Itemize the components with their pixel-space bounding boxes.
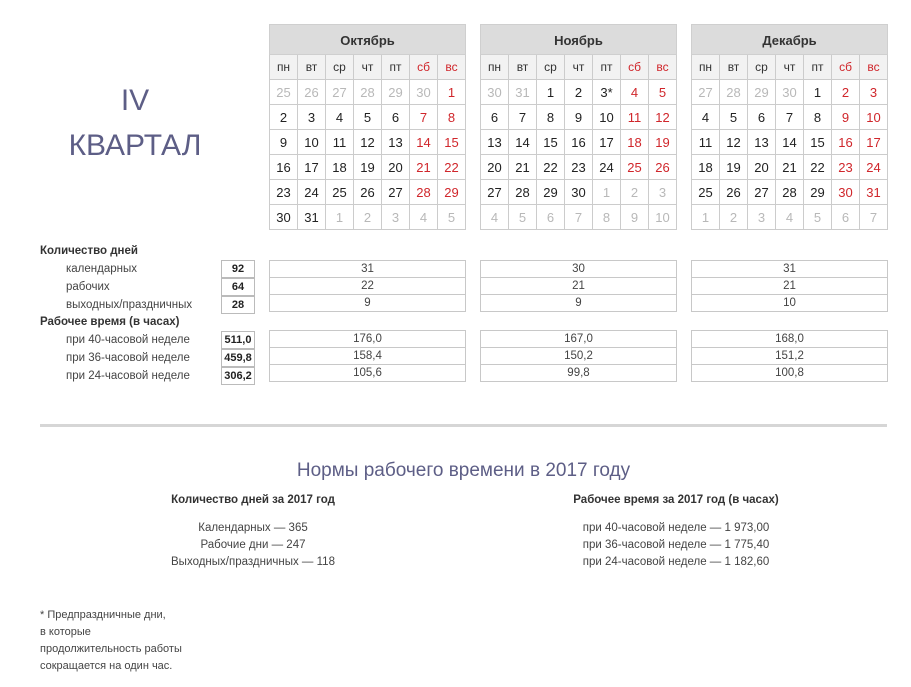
footnote-line: продолжительность работы [40,643,182,655]
day-cell: 30 [832,180,860,205]
stat-h24: 100,8 [691,365,888,382]
month-title: Ноябрь [480,24,677,55]
day-cell: 3 [860,80,888,105]
hours-heading: Рабочее время (в часах) [40,316,180,328]
day-cell: 3 [382,205,410,230]
day-cell: 5 [438,205,466,230]
month-calendar [269,24,466,230]
stat-off: 10 [691,295,888,312]
day-cell: 4 [410,205,438,230]
total-h36: 459,8 [221,349,255,367]
day-cell: 10 [593,105,621,130]
day-cell: 19 [649,130,677,155]
day-cell: 17 [860,130,888,155]
month-calendar [480,24,677,230]
weekday-header: пн [481,55,509,80]
stat-off: 9 [269,295,466,312]
norms-hours-heading: Рабочее время за 2017 год (в часах) [573,494,779,506]
day-cell: 21 [410,155,438,180]
row-h24: при 24-часовой неделе 306,2 [40,367,270,385]
day-cell: 22 [438,155,466,180]
day-cell: 9 [832,105,860,130]
day-cell: 13 [748,130,776,155]
weekday-header: чт [565,55,593,80]
day-cell: 6 [832,205,860,230]
day-cell: 15 [438,130,466,155]
day-cell: 6 [537,205,565,230]
weekday-header: вт [298,55,326,80]
weekday-header: ср [326,55,354,80]
day-cell: 31 [860,180,888,205]
day-cell: 31 [298,205,326,230]
day-cell: 6 [382,105,410,130]
stat-calendar: 31 [269,260,466,278]
weekday-header: чт [776,55,804,80]
day-cell: 28 [509,180,537,205]
stats-labels [40,243,270,385]
stat-h24: 99,8 [480,365,677,382]
day-cell: 27 [748,180,776,205]
day-cell: 20 [481,155,509,180]
quarter-roman: IV [120,84,150,117]
norms-hours-line: при 40-часовой неделе — 1 973,00 [582,522,770,534]
month-title: Октябрь [269,24,466,55]
day-cell: 19 [720,155,748,180]
norms-title: Нормы рабочего времени в 2017 году [296,460,631,481]
month-stats [480,243,677,382]
row-work: рабочих 64 [40,278,270,296]
row-h36: при 36-часовой неделе 459,8 [40,349,270,367]
day-cell: 1 [593,180,621,205]
day-cell: 6 [748,105,776,130]
day-cell: 9 [621,205,649,230]
stat-h40: 167,0 [480,330,677,348]
day-cell: 25 [692,180,720,205]
total-off: 28 [221,296,255,314]
weekday-header: вс [649,55,677,80]
day-cell: 23 [565,155,593,180]
day-cell: 26 [298,80,326,105]
day-cell: 14 [776,130,804,155]
stat-h36: 151,2 [691,348,888,365]
day-cell: 28 [410,180,438,205]
day-cell: 13 [382,130,410,155]
day-cell: 7 [776,105,804,130]
day-cell: 7 [410,105,438,130]
weekday-header: вс [438,55,466,80]
day-cell: 27 [382,180,410,205]
day-cell: 22 [537,155,565,180]
day-cell: 11 [326,130,354,155]
footnote-line: в которые [40,626,91,638]
stat-work: 22 [269,278,466,295]
weekday-header: сб [621,55,649,80]
day-cell: 12 [720,130,748,155]
weekday-header: пт [804,55,832,80]
day-cell: 14 [410,130,438,155]
day-cell: 4 [621,80,649,105]
day-cell: 16 [565,130,593,155]
day-cell: 23 [832,155,860,180]
total-calendar: 92 [221,260,255,278]
day-cell: 29 [804,180,832,205]
stat-work: 21 [480,278,677,295]
total-h24: 306,2 [221,367,255,385]
day-cell: 2 [565,80,593,105]
total-work: 64 [221,278,255,296]
day-cell: 27 [481,180,509,205]
day-cell: 3 [748,205,776,230]
day-cell: 21 [509,155,537,180]
day-cell: 24 [860,155,888,180]
day-cell: 3* [593,80,621,105]
footnote-line: сокращается на один час. [40,660,173,672]
weekday-header: вт [720,55,748,80]
day-cell: 1 [326,205,354,230]
day-cell: 2 [270,105,298,130]
day-cell: 20 [748,155,776,180]
day-cell: 1 [438,80,466,105]
day-cell: 9 [565,105,593,130]
stat-h40: 168,0 [691,330,888,348]
day-cell: 27 [692,80,720,105]
day-cell: 7 [509,105,537,130]
norms-hours-line: при 36-часовой неделе — 1 775,40 [582,539,770,551]
day-cell: 4 [692,105,720,130]
norms-hours-line: при 24-часовой неделе — 1 182,60 [582,556,770,568]
norms-days-line: Рабочие дни — 247 [200,539,306,551]
day-cell: 29 [438,180,466,205]
day-cell: 14 [509,130,537,155]
norms-days-line: Выходных/праздничных — 118 [171,556,335,568]
quarter-label: КВАРТАЛ [68,129,202,162]
month-stats [691,243,888,382]
day-cell: 11 [692,130,720,155]
day-cell: 8 [593,205,621,230]
day-cell: 25 [270,80,298,105]
day-cell: 17 [593,130,621,155]
day-cell: 24 [298,180,326,205]
weekday-header: сб [832,55,860,80]
day-cell: 28 [776,180,804,205]
footnote [40,607,240,675]
day-cell: 12 [354,130,382,155]
weekday-header: вс [860,55,888,80]
day-cell: 26 [720,180,748,205]
day-cell: 1 [692,205,720,230]
stat-off: 9 [480,295,677,312]
norms-days-line: Календарных — 365 [198,522,308,534]
stat-h36: 158,4 [269,348,466,365]
divider [40,424,887,427]
day-cell: 18 [692,155,720,180]
day-cell: 8 [537,105,565,130]
day-cell: 12 [649,105,677,130]
days-heading: Количество дней [40,245,138,257]
weekday-header: пн [270,55,298,80]
day-cell: 29 [537,180,565,205]
day-cell: 21 [776,155,804,180]
day-cell: 23 [270,180,298,205]
norms-hours-block [526,494,826,571]
day-cell: 26 [649,155,677,180]
day-cell: 29 [382,80,410,105]
stat-calendar: 30 [480,260,677,278]
day-cell: 30 [565,180,593,205]
day-cell: 10 [298,130,326,155]
row-h40: при 40-часовой неделе 511,0 [40,331,270,349]
day-cell: 22 [804,155,832,180]
day-cell: 15 [537,130,565,155]
day-cell: 10 [649,205,677,230]
stat-h40: 176,0 [269,330,466,348]
norms-days-heading: Количество дней за 2017 год [171,494,335,506]
day-cell: 8 [438,105,466,130]
day-cell: 30 [270,205,298,230]
day-cell: 30 [776,80,804,105]
day-cell: 25 [621,155,649,180]
day-cell: 30 [481,80,509,105]
weekday-header: вт [509,55,537,80]
day-cell: 1 [537,80,565,105]
day-cell: 26 [354,180,382,205]
day-cell: 5 [649,80,677,105]
day-cell: 2 [621,180,649,205]
day-cell: 19 [354,155,382,180]
weekday-header: ср [748,55,776,80]
weekday-header: сб [410,55,438,80]
day-cell: 15 [804,130,832,155]
month-calendar [691,24,888,230]
day-cell: 2 [832,80,860,105]
day-cell: 29 [748,80,776,105]
stat-h36: 150,2 [480,348,677,365]
day-cell: 4 [326,105,354,130]
day-cell: 17 [298,155,326,180]
day-cell: 28 [720,80,748,105]
day-cell: 11 [621,105,649,130]
quarter-title [40,78,230,168]
day-cell: 18 [326,155,354,180]
day-cell: 3 [298,105,326,130]
day-cell: 3 [649,180,677,205]
weekday-header: чт [354,55,382,80]
day-cell: 4 [481,205,509,230]
day-cell: 24 [593,155,621,180]
day-cell: 9 [270,130,298,155]
day-cell: 1 [804,80,832,105]
day-cell: 18 [621,130,649,155]
stat-h24: 105,6 [269,365,466,382]
row-off: выходных/праздничных 28 [40,296,270,314]
month-stats [269,243,466,382]
day-cell: 7 [860,205,888,230]
day-cell: 13 [481,130,509,155]
day-cell: 5 [354,105,382,130]
day-cell: 4 [776,205,804,230]
day-cell: 16 [832,130,860,155]
stat-work: 21 [691,278,888,295]
day-cell: 25 [326,180,354,205]
day-cell: 5 [509,205,537,230]
day-cell: 6 [481,105,509,130]
total-h40: 511,0 [221,331,255,349]
day-cell: 31 [509,80,537,105]
weekday-header: пт [382,55,410,80]
stat-calendar: 31 [691,260,888,278]
day-cell: 28 [354,80,382,105]
day-cell: 16 [270,155,298,180]
weekday-header: пт [593,55,621,80]
day-cell: 7 [565,205,593,230]
month-title: Декабрь [691,24,888,55]
day-cell: 8 [804,105,832,130]
day-cell: 5 [720,105,748,130]
day-cell: 5 [804,205,832,230]
norms-days-block [103,494,403,571]
day-cell: 10 [860,105,888,130]
weekday-header: пн [692,55,720,80]
row-calendar: календарных 92 [40,260,270,278]
day-cell: 27 [326,80,354,105]
day-cell: 30 [410,80,438,105]
footnote-line: * Предпраздничные дни, [40,609,166,621]
day-cell: 2 [354,205,382,230]
day-cell: 20 [382,155,410,180]
weekday-header: ср [537,55,565,80]
day-cell: 2 [720,205,748,230]
